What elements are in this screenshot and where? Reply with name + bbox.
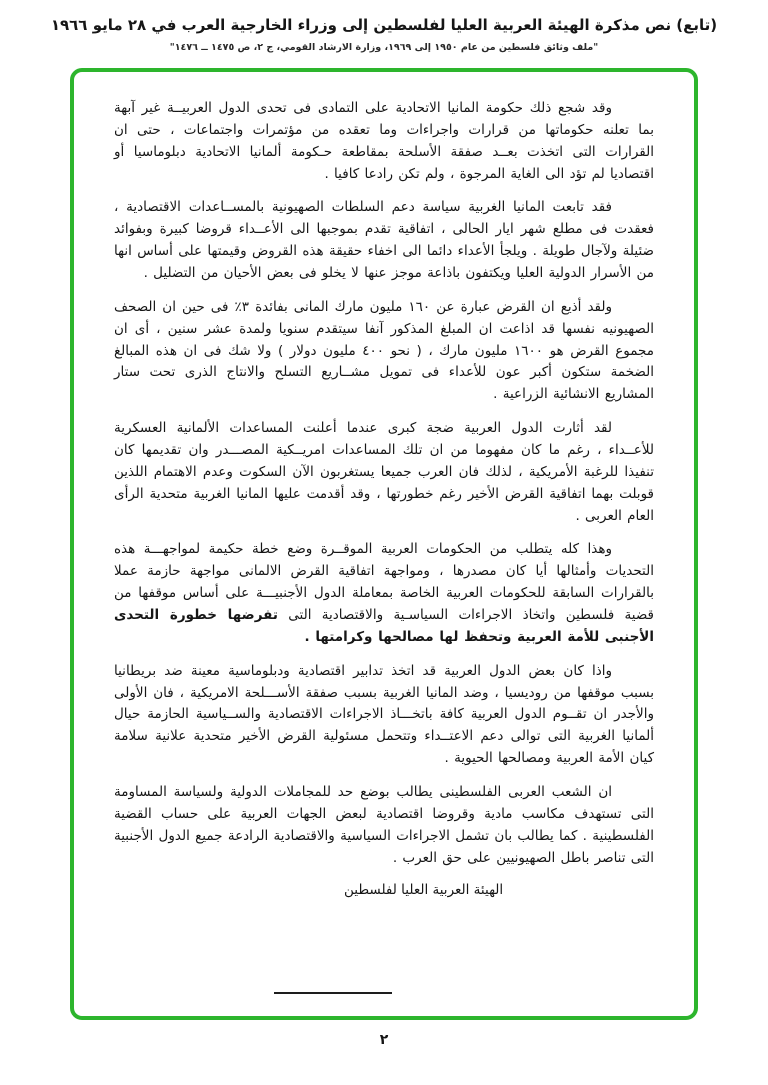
signature: الهيئة العربية العليا لفلسطين bbox=[344, 881, 504, 898]
document-header bbox=[0, 0, 768, 53]
paragraph bbox=[114, 661, 654, 770]
source-line: "ملف وثائق فلسطين من عام ١٩٥٠ إلى ١٩٦٩، وزارة الارشاد القومي، ج ٢، ص ١٤٧٥ ــ ١٤٧٦" bbox=[169, 42, 599, 53]
paragraph-text: فقد تابعت المانيا الغربية سياسة دعم السلطات الصهيونية بالمســاعدات الاقتصادية ، فعقدت فى مطلع شهر ايار الحالى ، اتفاقية تقدم بموجبها الى الأعــداء قروضا كبيرة وبفوائد ضئيلة ولآجال طويلة . ويلجأ الأعداء دائما الى اخفاء حقيقة هذه القروض وقيمتها على أساس انها من الأسرار الدولية العليا ويكتفون باذاعة موجز عنها لا يخلو فى بعض الأحيان من التضليل . bbox=[114, 199, 654, 282]
page-title: (تابع) نص مذكرة الهيئة العربية العليا لفلسطين إلى وزراء الخارجية العرب في ٢٨ مايو ١٩٦٦ bbox=[50, 16, 718, 34]
green-border-frame bbox=[70, 68, 698, 1020]
paragraph-text: وهذا كله يتطلب من الحكومات العربية الموقــرة وضع خطة حكيمة لمواجهـــة هذه التحديات وأمثالها أيا كان مصدرها ، ومواجهة اتفاقية القرض الالمانى مواجهة حازمة عملا بالقرارات السابقة للحكومات العربية الخاصة بمعاملة الدول الأجنبيـــة على أساس موقفها من قضية فلسطين واتخاذ الاجراءات السياسـية والاقتصادية التى bbox=[114, 541, 654, 624]
paragraph bbox=[114, 782, 654, 869]
paragraph-text: وقد شجع ذلك حكومة المانيا الاتحادية على التمادى فى تحدى الدول العربيــة غير آبهة بما تعلنه حكوماتها من قرارات واجراءات وما تعقده من مؤتمرات واجتماعات ، حتى ان القرارات التى اتخذت بعــد صفقة الأسلحة بمقاطعة حـكومة ألمانيا الاتحادية دبلوماسيا أو اقتصاديا لم تؤد الى الغاية المرجوة ، ولم تكن رادعا كافيا . bbox=[114, 100, 654, 182]
page-number: ٢ bbox=[379, 1032, 389, 1048]
paragraph bbox=[114, 197, 654, 284]
paragraph bbox=[114, 539, 654, 648]
paragraph bbox=[114, 98, 654, 185]
paragraph-text: ولقد أذيع ان القرض عبارة عن ١٦٠ مليون مارك المانى بفائدة ٣٪ فى حين ان الصحف الصهيونيه نفسها قد اذاعت ان المبلغ المذكور آنفا سيتقدم سنويا ولمدة عشر سنين ، أى ان مجموع القرض هو ١٦٠٠ مليون مارك ، ( نحو ٤٠٠ مليون دولار ) ولا شك فى ان هذه المبالغ الضخمة ستكون أكبر عون للأعداء فى تمويل مشــاريع التسلح والانتاج الذرى تحت ستار المشاريع الانشائية الزراعية . bbox=[114, 298, 654, 403]
paragraph-text: واذا كان بعض الدول العربية قد اتخذ تدابير اقتصادية ودبلوماسية معينة ضد بريطانيا بسبب موقفها من روديسيا ، وضد المانيا الغربية بسبب صفقة الأســـلحة الامريكية ، فان الأولى والأجدر ان تقــوم الدول العربية كافة باتخـــاذ الاجراءات الاقتصادية والســياسية الحازمة حيال ألمانيا الغربية التى توالى دعم الاعتــداء وتتحمل مسئولية القرض الأخير متحدية علانية سلامة كيان الأمة العربية ومصالحها الحيوية . bbox=[114, 662, 654, 767]
paragraph-text: لقد أثارت الدول العربية ضجة كبرى عندما أعلنت المساعدات الألمانية العسكرية للأعــداء ، رغم ما كان مفهوما من ان تلك المساعدات امريــكية المصـــدر وان تقديمها كان تنفيذا للرغبة الأمريكية ، لذلك فان العرب جميعا يستغربون الآن السكوت وعدم الاهتمام اللذين قوبلت بهما اتفاقية القرض الأخير رغم خطورتها ، وقد أقدمت عليها المانيا الغربية متحدية الرأى العام العربى . bbox=[114, 420, 654, 524]
paragraph-text: ان الشعب العربى الفلسطينى يطالب بوضع حد للمجاملات الدولية ولسياسة المساومة التى تستهدف مكاسب مادية وقروضا اقتصادية لبعض الجهات العربية على حساب القضية الفلسطينية . كما يطالب بان تشمل الاجراءات السياسية والاقتصادية الرادعة جميع الدول الأجنبية التى تناصر باطل الصهيونيين على حق العرب . bbox=[114, 784, 654, 866]
paragraph bbox=[114, 418, 654, 527]
divider-line bbox=[274, 992, 392, 994]
paragraph bbox=[114, 297, 654, 406]
paragraph-bold-text: تفرضها خطورة التحدى الأجنبى للأمة العربية وتحفظ لها مصالحها وكرامتها . bbox=[114, 607, 654, 645]
